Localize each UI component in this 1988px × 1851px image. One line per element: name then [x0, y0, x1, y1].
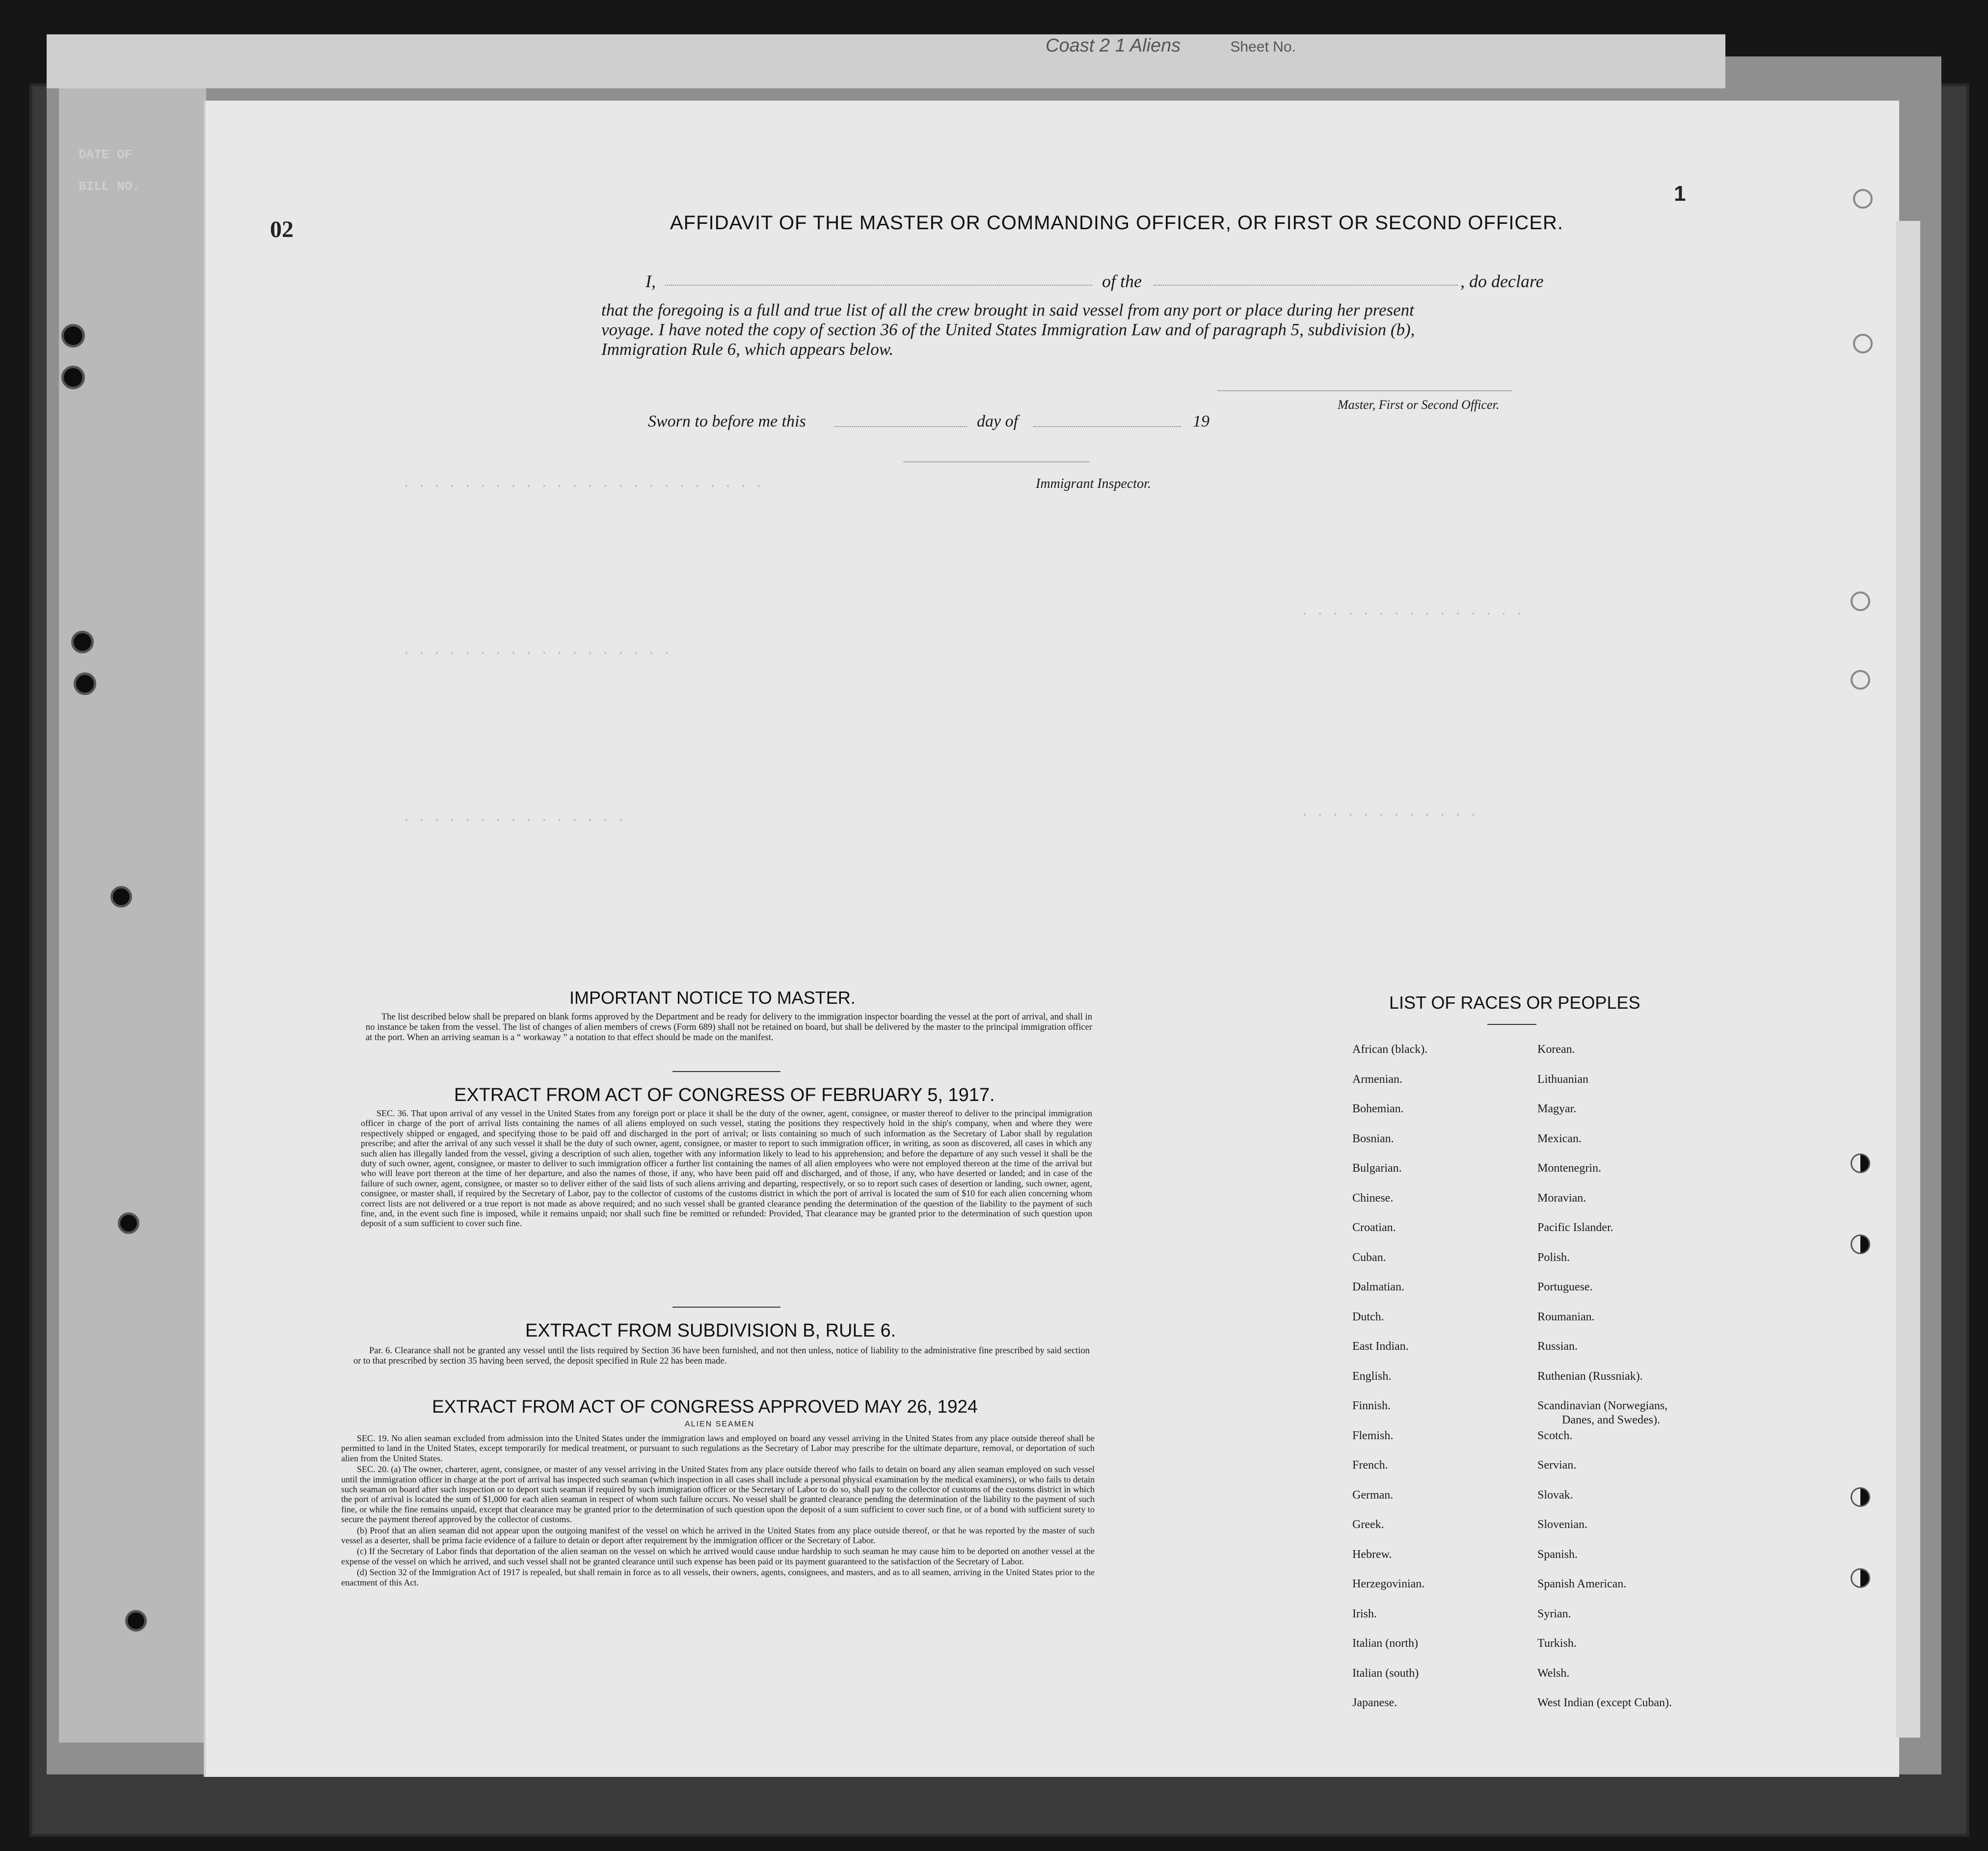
affidavit-body-line-3: Immigration Rule 6, which appears below. — [601, 340, 894, 359]
race-right: Montenegrin. — [1537, 1162, 1601, 1175]
underlying-bill-label: BILL NO. — [79, 179, 140, 194]
divider — [1487, 1024, 1536, 1025]
affidavit-i-label: I, — [645, 271, 656, 291]
section-36-paragraph: SEC. 36. That upon arrival of any vessel in the United States from any foreign port or place it shall be the duty of the owner, agent, consignee, or master thereof to deliver to the principal immigration officer in charge of the port of arrival lists containing the names of all aliens employed on such vessel, stating the positions they respectively hold in the ship's company, when and where they were respectively shipped or engaged, and specifying those to be paid off and discharged in the port of arrival; or lists containing so much of such information as the Secretary of Labor shall by regulation prescribe; and after the arrival of any such vessel it shall be the duty of such owner, agent, consignee, or master to report to such immigration officer, in writing, as soon as discovered, all cases in which any such alien has illegally landed from the vessel, giving a description of such alien, together with any information likely to lead to his apprehension; and before the departure of any such vessel it shall be the duty of such owner, agent, consignee, or master to deliver to such immigration officer a further list containing the names of all alien employees who were not employed thereon at the time of the arrival but who will leave port thereon at the time of her departure, and also the names of those, if any, who have been paid off and discharged, and of those, if any, who have deserted or landed; and in case of the failure of such owner, agent, consignee, or master so to deliver either of the said lists of such aliens arriving and departing, respectively, or so to report such cases of desertion or landing, such owner, agent, consignee, or master shall, if required by the Secretary of Labor, pay to the collector of customs of the customs district in which the port of arrival is located the sum of $10 for each alien concerning whom correct lists are not delivered or a true report is not made as above required; and no such vessel shall be granted clearance pending the determination of the question of the liability to the payment of such fine, and, in the event such fine is imposed, while it remains unpaid; nor shall such fine be remitted or refunded: Provided, That clearance may be granted prior to the determination of such question upon deposit of a sum sufficient to cover such fine. — [361, 1108, 1092, 1229]
top-sheet-edge — [47, 34, 1725, 88]
race-left: Irish. — [1352, 1607, 1377, 1620]
race-left: Italian (south) — [1352, 1666, 1419, 1680]
bleed-through: . . . . . . . . . . . . — [1301, 805, 1477, 820]
race-left: Italian (north) — [1352, 1637, 1418, 1650]
race-right: Spanish American. — [1537, 1578, 1627, 1590]
sworn-day-blank — [834, 426, 967, 427]
race-right: Turkish. — [1537, 1637, 1577, 1650]
race-left: Armenian. — [1352, 1073, 1402, 1086]
binder-hole — [61, 324, 85, 348]
race-right: Spanish. — [1537, 1548, 1578, 1561]
race-left: French. — [1352, 1459, 1388, 1472]
extract-rule6-title: EXTRACT FROM SUBDIVISION B, RULE 6. — [525, 1320, 896, 1341]
affidavit-title: AFFIDAVIT OF THE MASTER OR COMMANDING OFFICER, OR FIRST OR SECOND OFFICER. — [670, 212, 1563, 234]
race-right: Syrian. — [1537, 1607, 1571, 1620]
race-left: Dutch. — [1352, 1310, 1384, 1323]
race-left: Chinese. — [1352, 1191, 1394, 1205]
race-left: East Indian. — [1352, 1340, 1409, 1353]
binder-hole — [1851, 1234, 1870, 1254]
bleed-through: . . . . . . . . . . . . . . . . . . . . . . . . — [403, 476, 763, 491]
section-20c-paragraph: (c) If the Secretary of Labor finds that deportation of the alien seaman on the vessel on which he arrived would cause undue hardship to such seaman he may cause him to be deported on another vessel at the expense of the vessel on which he arrived, and such vessel shall not be granted clearance until such expense has been paid or its payment guaranteed to the satisfaction of the Secretary of Labor. — [341, 1546, 1095, 1566]
binder-hole — [1853, 334, 1873, 353]
race-left: Hebrew. — [1352, 1548, 1392, 1561]
race-left: German. — [1352, 1488, 1394, 1502]
page-right-edge — [1896, 221, 1920, 1738]
affidavit-declare-label: , do declare — [1460, 271, 1544, 291]
race-left: Flemish. — [1352, 1429, 1394, 1442]
handwritten-note: Coast 2 1 Aliens — [1046, 35, 1181, 56]
binder-hole — [1851, 591, 1870, 611]
race-left: Croatian. — [1352, 1221, 1396, 1234]
race-left: Dalmatian. — [1352, 1281, 1404, 1293]
sworn-year: 19 — [1193, 412, 1209, 430]
race-right: Portuguese. — [1537, 1281, 1593, 1293]
underlying-sheet-strip — [59, 74, 206, 1743]
race-right: Danes, and Swedes). — [1562, 1414, 1660, 1426]
binder-hole — [1851, 1487, 1870, 1507]
binder-hole — [61, 366, 85, 389]
race-right: West Indian (except Cuban). — [1537, 1696, 1672, 1709]
extract-1924-title: EXTRACT FROM ACT OF CONGRESS APPROVED MAY 26, 1924 — [432, 1396, 978, 1417]
binder-hole — [125, 1610, 147, 1632]
affidavit-of-the-label: of the — [1102, 271, 1142, 291]
sworn-day-label: day of — [977, 412, 1019, 430]
binder-hole — [118, 1212, 139, 1234]
race-left: English. — [1352, 1369, 1392, 1383]
races-title: LIST OF RACES OR PEOPLES — [1389, 993, 1640, 1013]
top-sheet-note — [1046, 35, 1296, 56]
inspector-label: Immigrant Inspector. — [1036, 476, 1151, 491]
notice-paragraph: The list described below shall be prepared on blank forms approved by the Department and be ready for delivery to the immigration inspector boarding the vessel at the port of arrival, and shall in no instance be taken from the vessel. The list of changes of alien members of crews (Form 689) shall not be retained on board, but shall be delivered by the master to the principal immigration officer at the port. When an arriving seaman is a “ workaway ” a notation to that effect should be made on the manifest. — [366, 1012, 1092, 1043]
extract-1917-title: EXTRACT FROM ACT OF CONGRESS OF FEBRUARY 5, 1917. — [454, 1085, 995, 1105]
races-list — [1352, 1043, 1725, 1730]
race-left: Finnish. — [1352, 1399, 1391, 1412]
race-left: Bohemian. — [1352, 1102, 1404, 1115]
race-right: Slovenian. — [1537, 1518, 1587, 1531]
race-left: Japanese. — [1352, 1696, 1397, 1709]
race-right: Mexican. — [1537, 1132, 1582, 1145]
inspector-signature-line — [903, 461, 1090, 462]
section-19-paragraph: SEC. 19. No alien seaman excluded from admission into the United States under the immigration laws and employed on board any vessel arriving in the United States from any place outside thereof shall be permitted to land in the United States, except temporarily for medical treatment, or pursuant to such regulations as the Secretary of Labor may prescribe for the ultimate departure, removal, or deportation of such alien from the United States. — [341, 1433, 1095, 1463]
signature-line — [1217, 390, 1512, 391]
notice-title: IMPORTANT NOTICE TO MASTER. — [569, 988, 856, 1008]
race-right: Moravian. — [1537, 1191, 1586, 1205]
extract-1917-text — [361, 1108, 1092, 1230]
page-number: 1 — [1674, 182, 1686, 206]
race-left: Herzegovinian. — [1352, 1578, 1425, 1590]
corner-number: 02 — [270, 216, 294, 242]
race-right: Russian. — [1537, 1340, 1578, 1353]
binder-hole — [1851, 1154, 1870, 1173]
bleed-through: . . . . . . . . . . . . . . . — [1301, 604, 1523, 618]
divider — [672, 1071, 780, 1072]
alien-seamen-subtitle: ALIEN SEAMEN — [685, 1420, 755, 1428]
race-left: Greek. — [1352, 1518, 1384, 1531]
sworn-month-blank — [1033, 426, 1181, 427]
race-left: Bosnian. — [1352, 1132, 1394, 1145]
divider — [672, 1307, 780, 1308]
race-right: Scandinavian (Norwegians, — [1537, 1399, 1668, 1412]
binder-hole — [1851, 1568, 1870, 1588]
binder-hole — [71, 631, 94, 653]
paragraph-6: Par. 6. Clearance shall not be granted any vessel until the lists required by Section 36 have been furnished, and not then unless, notice of liability to the administrative fine prescribed by said section or to that prescribed by section 35 having been served, the deposit specified in Rule 22 has been made. — [353, 1346, 1090, 1366]
race-left: Bulgarian. — [1352, 1162, 1402, 1175]
race-right: Scotch. — [1537, 1429, 1573, 1442]
affidavit-body-line-1: that the foregoing is a full and true list of all the crew brought in said vessel from any port or place during her present — [601, 300, 1414, 320]
race-right: Ruthenian (Russniak). — [1537, 1369, 1643, 1383]
race-left: Cuban. — [1352, 1251, 1386, 1264]
race-right: Roumanian. — [1537, 1310, 1595, 1323]
race-right: Pacific Islander. — [1537, 1221, 1613, 1234]
extract-1924-text — [341, 1433, 1095, 1588]
bleed-through: . . . . . . . . . . . . . . . — [403, 810, 625, 825]
race-left: African (black). — [1352, 1043, 1428, 1056]
race-right: Korean. — [1537, 1043, 1575, 1056]
binder-hole — [74, 672, 96, 695]
vessel-blank — [1154, 285, 1458, 286]
section-20d-paragraph: (d) Section 32 of the Immigration Act of 1917 is repealed, but shall remain in force as to all vessels, their owners, agents, consignees, and masters, and as to all seamen, arriving in the United States prior to the enactment of this Act. — [341, 1567, 1095, 1587]
signature-label: Master, First or Second Officer. — [1338, 398, 1500, 412]
race-right: Lithuanian — [1537, 1073, 1588, 1086]
binder-hole — [1853, 189, 1873, 209]
race-right: Servian. — [1537, 1459, 1577, 1472]
section-20b-paragraph: (b) Proof that an alien seaman did not appear upon the outgoing manifest of the vessel on which he arrived in the United States from any place outside thereof, or that he was reported by the master of such vessel as a deserter, shall be prima facie evidence of a failure to detain or deport after requirement by the immigration officer or the Secretary of Labor. — [341, 1525, 1095, 1546]
race-right: Polish. — [1537, 1251, 1570, 1264]
race-right: Magyar. — [1537, 1102, 1577, 1115]
name-blank — [665, 285, 1092, 286]
section-20a-paragraph: SEC. 20. (a) The owner, charterer, agent, consignee, or master of any vessel arriving in the United States from any place outside thereof who fails to detain on board any alien seaman employed on such vessel until the immigration officer in charge at the port of arrival has inspected such seaman (which inspection in all cases shall include a personal physical examination by the medical examiners), or who fails to detain such seaman on board after such inspection or to deport such seaman if required by such immigration officer or the Secretary of Labor to do so, shall pay to the collector of customs of the customs district in which the port of arrival is located the sum of $1,000 for each alien seaman in respect of whom such failure occurs. No vessel shall be granted clearance pending the determination of the liability to the payment of such fine, or while the fine remains unpaid, except that clearance may be granted prior to the determination of such question upon the deposit of a sum sufficient to cover such fine, or of a bond with sufficient surety to secure the payment thereof approved by the collector of customs. — [341, 1464, 1095, 1525]
sworn-prefix: Sworn to before me this — [648, 412, 806, 430]
race-right: Slovak. — [1537, 1488, 1573, 1502]
bleed-through: . . . . . . . . . . . . . . . . . . — [403, 643, 671, 658]
sheet-number-label: Sheet No. — [1230, 39, 1296, 55]
binder-hole — [1851, 670, 1870, 690]
notice-text — [366, 1012, 1092, 1044]
binder-hole — [110, 886, 132, 908]
extract-rule6-text — [353, 1346, 1090, 1368]
underlying-date-label: DATE OF — [79, 147, 133, 162]
race-right: Welsh. — [1537, 1666, 1570, 1680]
affidavit-body-line-2: voyage. I have noted the copy of section 36 of the United States Immigration Law and of paragraph 5, subdivision (b), — [601, 320, 1415, 339]
